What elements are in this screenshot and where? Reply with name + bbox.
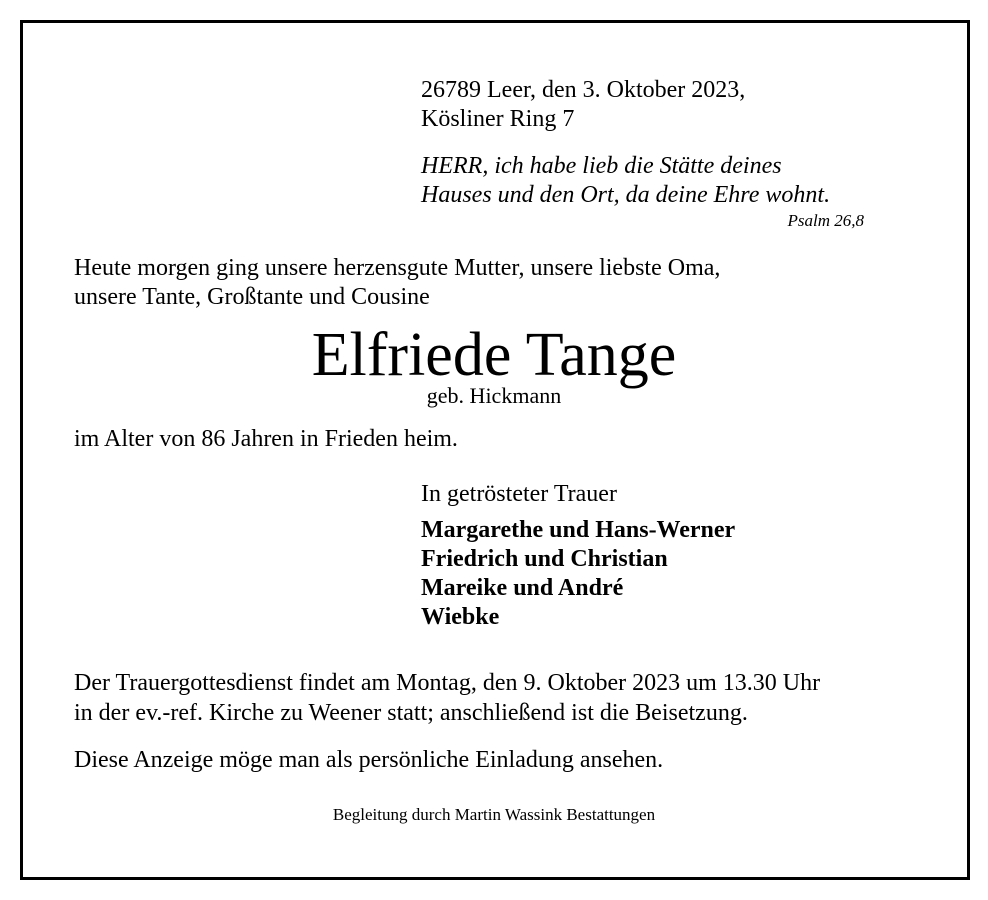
mourners-intro: In getrösteter Trauer	[421, 481, 617, 507]
verse-source: Psalm 26,8	[787, 211, 864, 230]
deceased-name: Elfriede Tange	[311, 321, 677, 389]
address-line-1: 26789 Leer, den 3. Oktober 2023,	[421, 77, 746, 103]
announcement-line-1: Heute morgen ging unsere herzensgute Mutter, unsere liebste Oma,	[74, 255, 721, 281]
age-line: im Alter von 86 Jahren in Frieden heim.	[74, 426, 458, 452]
birth-name: geb. Hickmann	[426, 383, 562, 408]
announcement-line-2: unsere Tante, Großtante und Cousine	[74, 284, 430, 310]
service-line-1: Der Trauergottesdienst findet am Montag, den 9. Oktober 2023 um 13.30 Uhr	[74, 670, 821, 696]
verse-line-2: Hauses und den Ort, da deine Ehre wohnt.	[421, 182, 831, 208]
invitation-line: Diese Anzeige möge man als persönliche Einladung ansehen.	[74, 747, 664, 773]
address-line-2: Kösliner Ring 7	[421, 106, 575, 132]
mourner-name: Mareike und André	[421, 575, 624, 601]
mourner-name: Friedrich und Christian	[421, 546, 668, 572]
funeral-home-credit: Begleitung durch Martin Wassink Bestattungen	[332, 805, 656, 824]
mourner-name: Wiebke	[421, 604, 500, 630]
mourner-name: Margarethe und Hans-Werner	[421, 517, 736, 543]
verse-line-1: HERR, ich habe lieb die Stätte deines	[421, 153, 782, 179]
service-line-2: in der ev.-ref. Kirche zu Weener statt; anschließend ist die Beisetzung.	[74, 700, 748, 726]
